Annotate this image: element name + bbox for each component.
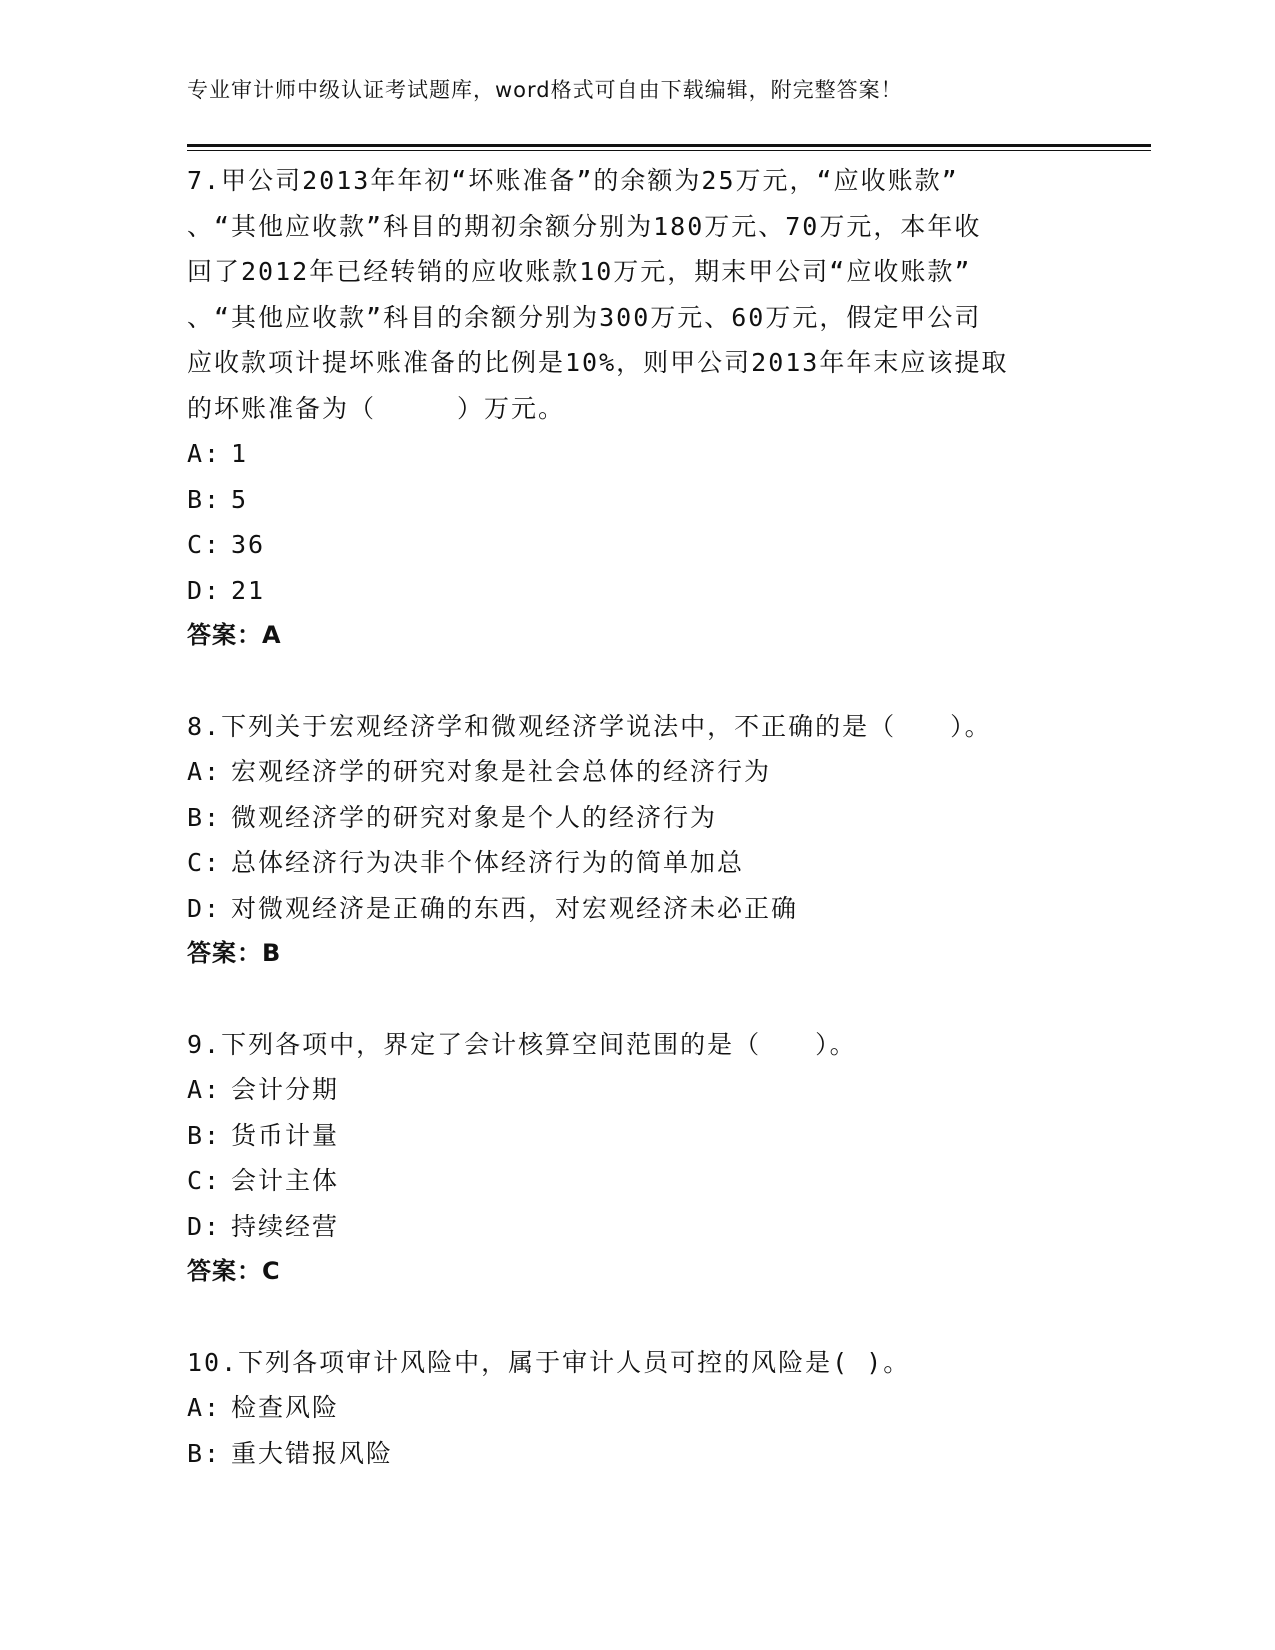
question-line: 应收款项计提坏账准备的比例是10%，则甲公司2013年年末应该提取 xyxy=(187,348,1009,377)
option-key: A: xyxy=(187,439,222,468)
question-8 xyxy=(187,704,1087,977)
question-number: 8. xyxy=(187,711,222,741)
option-c xyxy=(187,1158,1087,1204)
option-text: 36 xyxy=(231,530,266,559)
option-text: 微观经济学的研究对象是个人的经济行为 xyxy=(231,802,718,832)
option-key: C: xyxy=(187,530,222,559)
question-line: 下列各项审计风险中，属于审计人员可控的风险是( )。 xyxy=(238,1347,911,1377)
option-b xyxy=(187,1113,1087,1159)
option-text: 21 xyxy=(231,575,266,605)
question-text xyxy=(187,158,1087,204)
header-rule-thin xyxy=(187,150,1151,151)
question-line: 、“其他应收款”科目的余额分别为300万元、60万元，假定甲公司 xyxy=(187,302,982,332)
question-line: 、“其他应收款”科目的期初余额分别为180万元、70万元，本年收 xyxy=(187,211,982,241)
option-key: D: xyxy=(187,575,222,605)
question-line: 下列关于宏观经济学和微观经济学说法中，不正确的是（ ）。 xyxy=(221,711,992,741)
header-rule-thick xyxy=(187,144,1151,147)
option-b xyxy=(187,477,1087,523)
option-text: 持续经营 xyxy=(231,1211,340,1241)
option-c xyxy=(187,840,1087,886)
answer: 答案：C xyxy=(187,1257,281,1285)
question-number: 9. xyxy=(187,1029,222,1059)
option-key: B: xyxy=(187,1120,222,1150)
question-line: 下列各项中，界定了会计核算空间范围的是（ ）。 xyxy=(221,1029,857,1059)
option-a xyxy=(187,1385,1087,1431)
question-9 xyxy=(187,1022,1087,1295)
option-a xyxy=(187,749,1087,795)
option-key: C: xyxy=(187,1166,222,1195)
option-text: 对微观经济是正确的东西，对宏观经济未必正确 xyxy=(231,893,799,923)
question-number: 7. xyxy=(187,166,222,195)
option-text: 宏观经济学的研究对象是社会总体的经济行为 xyxy=(231,757,772,786)
option-key: A: xyxy=(187,1075,222,1104)
option-b xyxy=(187,795,1087,841)
option-b xyxy=(187,1431,1087,1477)
question-number: 10. xyxy=(187,1347,239,1377)
header-note: 专业审计师中级认证考试题库，word格式可自由下载编辑，附完整答案！ xyxy=(187,78,903,102)
option-key: B: xyxy=(187,1438,222,1468)
option-key: A: xyxy=(187,757,222,786)
option-text: 5 xyxy=(231,484,249,514)
question-line: 回了2012年已经转销的应收账款10万元，期末甲公司“应收账款” xyxy=(187,257,972,286)
option-text: 会计分期 xyxy=(231,1075,340,1104)
option-a xyxy=(187,1067,1087,1113)
question-7 xyxy=(187,158,1087,659)
option-text: 1 xyxy=(231,439,249,468)
option-key: A: xyxy=(187,1393,222,1422)
option-key: C: xyxy=(187,848,222,877)
option-a xyxy=(187,431,1087,477)
option-text: 总体经济行为决非个体经济行为的简单加总 xyxy=(231,848,745,877)
option-text: 货币计量 xyxy=(231,1120,340,1150)
option-d xyxy=(187,568,1087,614)
question-line: 的坏账准备为（ ）万元。 xyxy=(187,393,566,423)
option-key: D: xyxy=(187,1211,222,1241)
question-text xyxy=(187,704,1087,750)
option-c xyxy=(187,522,1087,568)
question-list xyxy=(187,158,1087,1476)
option-key: B: xyxy=(187,802,222,832)
answer: 答案：A xyxy=(187,621,282,649)
option-text: 重大错报风险 xyxy=(231,1438,394,1468)
question-line: 甲公司2013年年初“坏账准备”的余额为25万元，“应收账款” xyxy=(221,166,959,195)
option-d xyxy=(187,1204,1087,1250)
question-10 xyxy=(187,1340,1087,1477)
option-d xyxy=(187,886,1087,932)
question-text xyxy=(187,1022,1087,1068)
option-key: D: xyxy=(187,893,222,923)
option-key: B: xyxy=(187,484,222,514)
question-text xyxy=(187,1340,1087,1386)
answer: 答案：B xyxy=(187,939,282,967)
option-text: 检查风险 xyxy=(231,1393,340,1422)
option-text: 会计主体 xyxy=(231,1166,340,1195)
